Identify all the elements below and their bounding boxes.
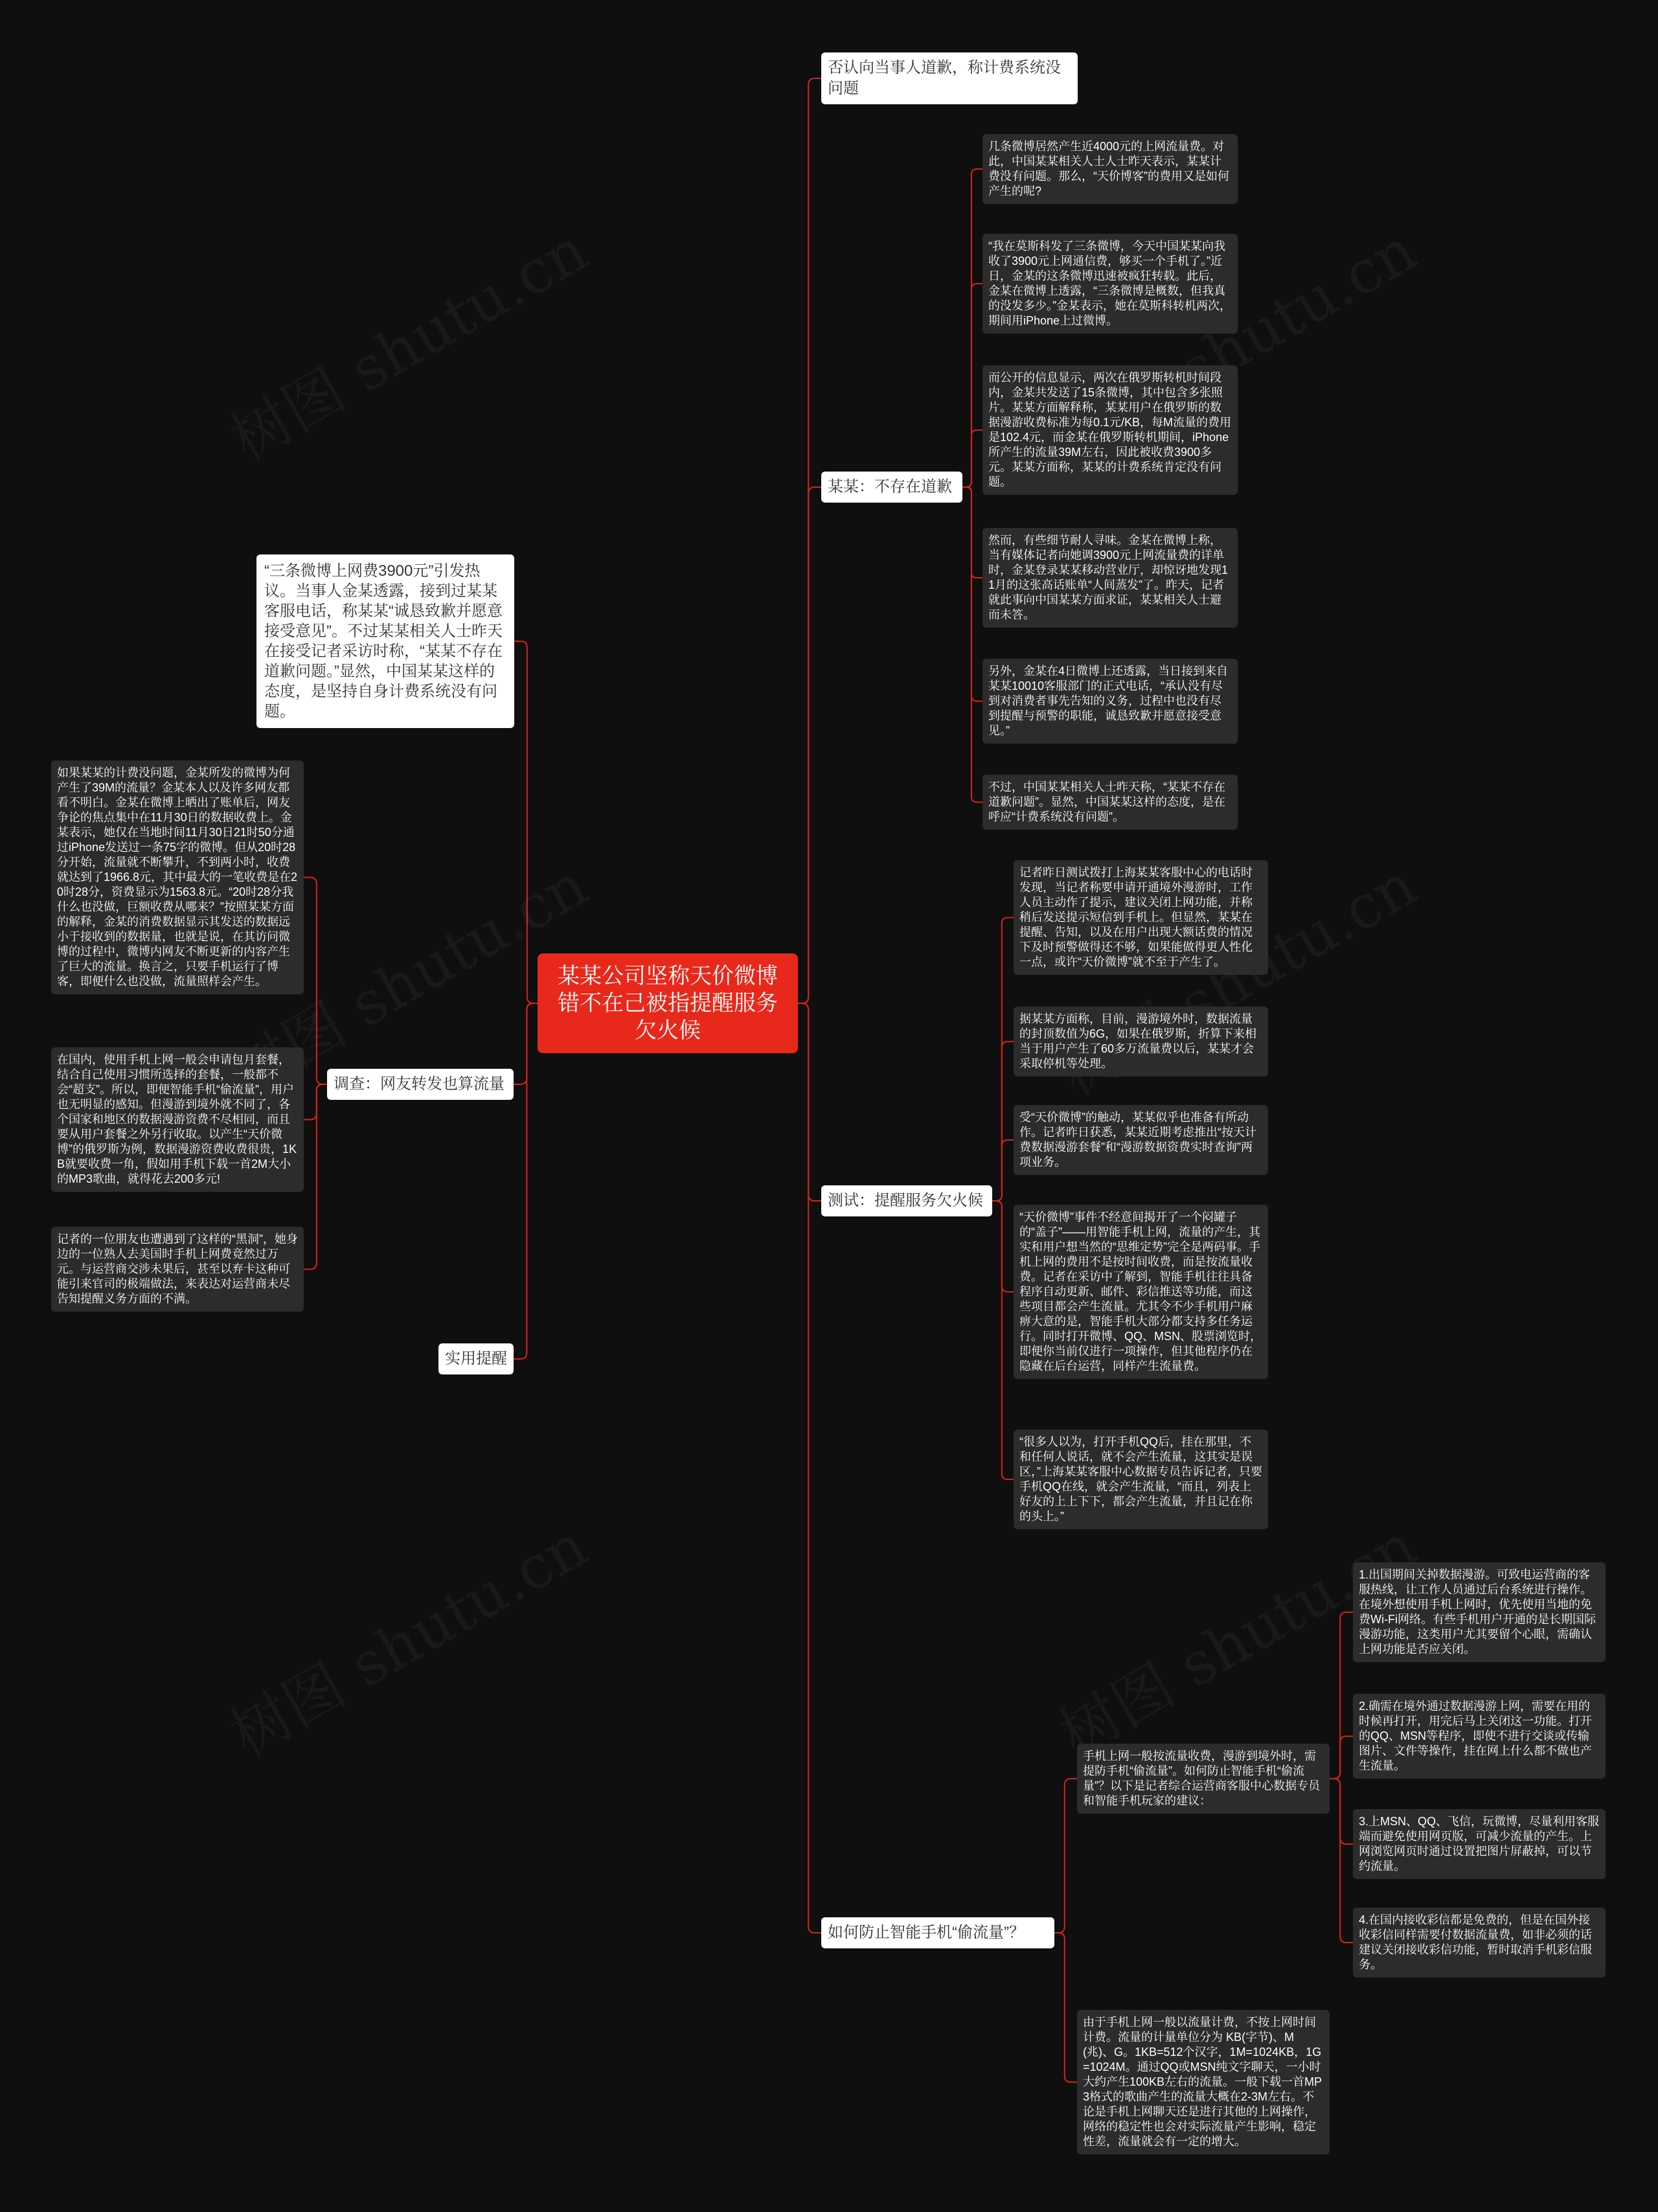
no-apology-detail-4[interactable]: 然而，有些细节耐人寻味。金某在微博上称，当有媒体记者向她调3900元上网流量费的详单时，金某登录某某移动营业厅，却惊讶地发现11月的这张高话账单“人间蒸发”了。昨天，记者就此事向中国某某方面求证，某某相关人士避而未答。 <box>982 528 1238 628</box>
topic-test[interactable]: 测试：提醒服务欠火候 <box>821 1185 992 1216</box>
test-detail-1[interactable]: 记者昨日测试拨打上海某某客服中心的电话时发现，当记者称要申请开通境外漫游时，工作人员主动作了提示，建议关闭上网功能，并称稍后发送提示短信到手机上。但显然，某某在提醒、告知，以及在用户出现大额话费的情况下及时预警做得还不够，如果能做得更人性化一点，或许“天价微博”就不至于产生了。 <box>1014 860 1268 975</box>
link-survey-1 <box>304 878 327 1085</box>
quote-box[interactable]: “三条微博上网费3900元”引发热议。当事人金某透露，接到过某某客服电话，称某某“诚恳致歉并愿意接受意见”。不过某某相关人士昨天在接受记者采访时称，“某某不存在道歉问题。”显然，中国某某这样的态度，是坚持自身计费系统没有问题。 <box>256 554 514 728</box>
topic-practical-tips[interactable]: 实用提醒 <box>438 1343 514 1374</box>
topic-deny-apology[interactable]: 否认向当事人道歉，称计费系统没问题 <box>821 52 1078 104</box>
prevent-tip-3[interactable]: 3.上MSN、QQ、飞信，玩微博，尽量利用客服端而避免使用网页版，可减少流量的产生。上网浏览网页时通过设置把图片屏蔽掉，可以节约流量。 <box>1353 1809 1606 1879</box>
prevent-tip-2[interactable]: 2.确需在境外通过数据漫游上网，需要在用的时候再打开，用完后马上关闭这一功能。打开的QQ、MSN等程序，即使不进行交谈或传输图片、文件等操作，挂在网上什么都不做也产生流量。 <box>1353 1694 1606 1779</box>
link-noapology-3 <box>962 430 982 487</box>
test-detail-2[interactable]: 据某某方面称，目前，漫游境外时，数据流量的封顶数值为6G，如果在俄罗斯，折算下来相当于用户产生了60多万流量费以后，某某才会采取停机等处理。 <box>1014 1007 1268 1077</box>
link-prevent-intro <box>1054 1779 1077 1933</box>
link-survey-2 <box>304 1084 327 1120</box>
test-detail-4[interactable]: “天价微博”事件不经意间揭开了一个闷罐子的“盖子”——用智能手机上网，流量的产生，其实和用户想当然的“思维定势”完全是两码事。手机上网的费用不是按时间收费，而是按流量收费。记者在采访中了解到，智能手机往往具备程序自动更新、邮件、彩信推送等功能，而这些项目都会产生流量。尤其令不少手机用户麻痹大意的是，智能手机大部分都支持多任务运行。同时打开微博、QQ、MSN、股票浏览时，即便你当前仅进行一项操作，但其他程序仍在隐藏在后台运营，同样产生流量费。 <box>1014 1205 1268 1379</box>
link-root-deny <box>798 78 821 1003</box>
topic-prevent[interactable]: 如何防止智能手机“偷流量”？ <box>821 1917 1054 1948</box>
link-root-quote <box>514 641 538 1003</box>
link-noapology-6 <box>962 487 982 803</box>
link-intro-tip-3 <box>1330 1779 1353 1844</box>
link-survey-3 <box>304 1084 327 1270</box>
link-intro-tip-4 <box>1330 1779 1353 1943</box>
topic-survey[interactable]: 调查：网友转发也算流量 <box>327 1069 514 1100</box>
link-root-test <box>798 1003 821 1201</box>
no-apology-detail-1[interactable]: 几条微博居然产生近4000元的上网流量费。对此，中国某某相关人士人士昨天表示，某某计费没有问题。那么，“天价博客”的费用又是如何产生的呢? <box>982 134 1238 204</box>
link-root-prevent <box>798 1003 821 1933</box>
no-apology-detail-5[interactable]: 另外，金某在4日微博上还透露，当日接到来自某某10010客服部门的正式电话，“承认没有尽到对消费者事先告知的义务，过程中也没有尽到提醒与预警的职能，诚恳致歉并愿意接受意见。” <box>982 659 1238 744</box>
test-detail-5[interactable]: “很多人以为，打开手机QQ后，挂在那里，不和任何人说话，就不会产生流量，这其实是误区，”上海某某客服中心数据专员告诉记者，只要手机QQ在线，就会产生流量，“而且，列表上好友的上上下下，都会产生流量，并且记在你的头上。” <box>1014 1430 1268 1529</box>
link-noapology-4 <box>962 487 982 578</box>
link-test-2 <box>992 1042 1014 1201</box>
prevent-intro[interactable]: 手机上网一般按流量收费，漫游到境外时，需提防手机“偷流量”。如何防止智能手机“偷流量”？以下是记者综合运营商客服中心数据专员和智能手机玩家的建议： <box>1077 1744 1330 1814</box>
link-test-4 <box>992 1201 1014 1292</box>
prevent-tip-1[interactable]: 1.出国期间关掉数据漫游。可致电运营商的客服热线，让工作人员通过后台系统进行操作。在境外想使用手机上网时，优先使用当地的免费Wi-Fi网络。有些手机用户开通的是长期国际漫游功能，这类用户尤其要留个心眼，需确认上网功能是否应关闭。 <box>1353 1562 1606 1662</box>
link-prevent-footnote <box>1054 1933 1077 2082</box>
link-root-tips <box>514 1003 538 1359</box>
link-noapology-5 <box>962 487 982 701</box>
root-topic[interactable]: 某某公司坚称天价微博错不在己被指提醒服务欠火候 <box>538 953 798 1053</box>
survey-detail-2[interactable]: 在国内，使用手机上网一般会申请包月套餐，结合自己使用习惯所选择的套餐，一般都不会“超支”。所以，即便智能手机“偷流量”，用户也无明显的感知。但漫游到境外就不同了，各个国家和地区的数据漫游资费不尽相同，而且要从用户套餐之外另行收取。以产生“天价微博”的俄罗斯为例，数据漫游资费收费很贵，1KB就要收费一角，假如用手机下载一首2M大小的MP3歌曲，就得花去200多元! <box>51 1047 304 1192</box>
link-test-5 <box>992 1201 1014 1479</box>
link-test-3 <box>992 1140 1014 1201</box>
survey-detail-3[interactable]: 记者的一位朋友也遭遇到了这样的“黑洞”，她身边的一位熟人去美国时手机上网费竟然过万元。与运营商交涉未果后，甚至以弃卡这种可能引来官司的极端做法，来表达对运营商未尽告知提醒义务方面的不满。 <box>51 1227 304 1312</box>
prevent-footnote[interactable]: 由于手机上网一般以流量计费，不按上网时间计费。流量的计量单位分为 KB(字节)、M(兆)、G。1KB=512个汉字，1M=1024KB，1G=1024M。通过QQ或MSN纯文字聊天，一小时大约产生100KB左右的流量。一般下载一首MP3格式的歌曲产生的流量大概在2-3M左右。不论是手机上网聊天还是进行其他的上网操作，网络的稳定性也会对实际流量产生影响，稳定性差，流量就会有一定的增大。 <box>1077 2010 1330 2154</box>
link-intro-tip-2 <box>1330 1737 1353 1779</box>
no-apology-detail-3[interactable]: 而公开的信息显示，两次在俄罗斯转机时间段内，金某共发送了15条微博，其中包含多张照片。某某方面解释称，某某用户在俄罗斯的数据漫游收费标准为每0.1元/KB，每M流量的费用是102.4元，而金某在俄罗斯转机期间，iPhone所产生的流量39M左右，因此被收费3900多元。某某方面称，某某的计费系统肯定没有问题。 <box>982 365 1238 495</box>
no-apology-detail-2[interactable]: “我在莫斯科发了三条微博，今天中国某某向我收了3900元上网通信费，够买一个手机了。”近日，金某的这条微博迅速被疯狂转载。此后，金某在微博上透露，“三条微博是概数，但我真的没发多少。”金某表示，她在莫斯科转机两次，期间用iPhone上过微博。 <box>982 234 1238 334</box>
test-detail-3[interactable]: 受“天价微博”的触动，某某似乎也准备有所动作。记者昨日获悉，某某近期考虑推出“按天计费数据漫游套餐”和“漫游数据资费实时查询”两项业务。 <box>1014 1105 1268 1175</box>
survey-detail-1[interactable]: 如果某某的计费没问题，金某所发的微博为何产生了39M的流量？金某本人以及许多网友都看不明白。金某在微博上晒出了账单后，网友争论的焦点集中在11月30日的数据收费上。金某表示，她仅在当地时间11月30日21时50分通过iPhone发送过一条75字的微博。但从20时28分开始，流量就不断攀升，不到两小时，收费就达到了1966.8元，其中最大的一笔收费是在20时28分，资费显示为1563.8元。“20时28分我什么也没做，巨额收费从哪来？”按照某某方面的解释，金某的消费数据显示其发送的数据远小于接收到的数据量，也就是说，在其访问微博的过程中，微博内网友不断更新的内容产生了巨大的流量。换言之，只要手机运行了博客，即便什么也没做，流量照样会产生。 <box>51 760 304 994</box>
link-intro-tip-1 <box>1330 1612 1353 1779</box>
link-noapology-1 <box>962 169 982 487</box>
link-root-noapology <box>798 487 821 1003</box>
link-test-1 <box>992 918 1014 1202</box>
no-apology-detail-6[interactable]: 不过，中国某某相关人士昨天称，“某某不存在道歉问题”。显然，中国某某这样的态度，是在呼应“计费系统没有问题”。 <box>982 775 1238 830</box>
link-noapology-2 <box>962 284 982 487</box>
link-root-survey <box>514 1003 538 1084</box>
prevent-tip-4[interactable]: 4.在国内接收彩信都是免费的，但是在国外接收彩信同样需要付数据流量费，如非必须的话建议关闭接收彩信功能，暂时取消手机彩信服务。 <box>1353 1908 1606 1978</box>
topic-no-apology[interactable]: 某某：不存在道歉 <box>821 472 962 503</box>
